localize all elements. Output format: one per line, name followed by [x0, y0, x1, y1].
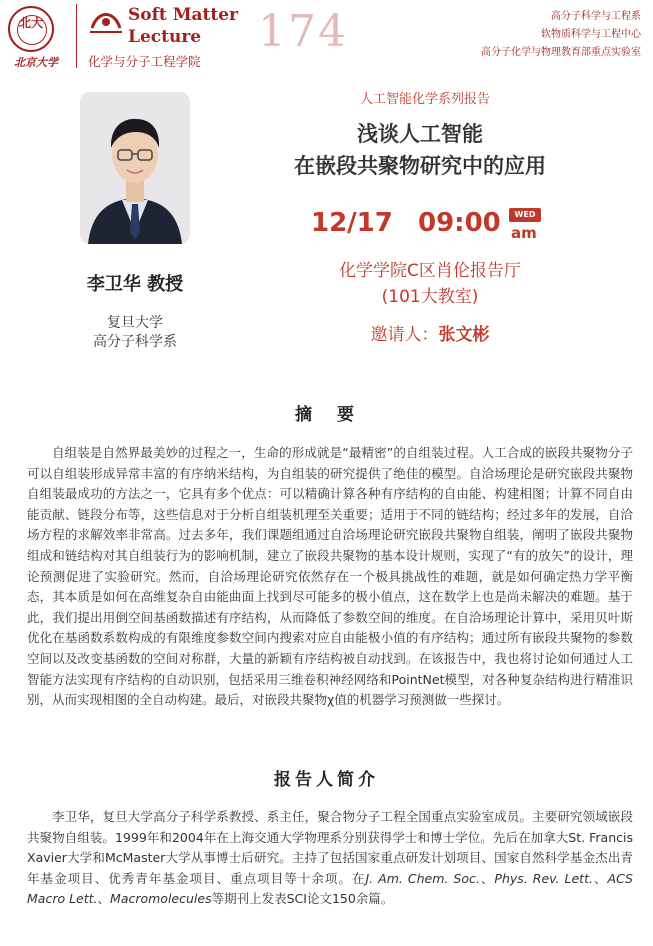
college-name: 化学与分子工程学院	[88, 54, 201, 69]
bio-heading: 报告人简介	[274, 770, 379, 790]
speaker-photo	[80, 92, 190, 244]
event-ampm: am	[511, 224, 537, 242]
header-divider	[76, 4, 77, 68]
peking-university-seal-logo: 北大	[8, 6, 54, 52]
bio-text	[27, 807, 633, 910]
abstract-heading: 摘 要	[295, 405, 358, 425]
inviter-name: 张文彬	[438, 325, 490, 345]
soft-matter-line1: Soft Matter	[128, 5, 239, 25]
speaker-university: 复旦大学	[107, 315, 163, 331]
organizer-item: 高分子化学与物理教育部重点实验室	[481, 47, 641, 58]
organizer-item: 软物质科学与工程中心	[541, 29, 641, 40]
journal-jacs: J. Am. Chem. Soc.	[365, 870, 480, 886]
organizer-list	[481, 8, 641, 62]
event-time: 09:00	[418, 208, 501, 238]
soft-matter-line2: Lecture	[128, 27, 202, 47]
speaker-department: 高分子科学系	[93, 334, 177, 350]
journal-acs-macro-lett: ACS Macro Lett.	[27, 870, 633, 907]
lecture-title	[230, 118, 610, 182]
event-date: 12/17	[311, 208, 393, 238]
speaker-name: 李卫华 教授	[86, 274, 184, 295]
lecture-title-line2: 在嵌段共聚物研究中的应用	[294, 154, 546, 178]
lecture-number: 174	[258, 6, 348, 57]
lecture-series: 人工智能化学系列报告	[359, 92, 490, 107]
venue-line2: (101大教室)	[381, 287, 479, 307]
bio-separator: 、	[592, 870, 608, 886]
journal-macromolecules: Macromolecules	[110, 891, 212, 907]
organizer-item: 高分子科学与工程系	[551, 11, 641, 22]
lecture-title-line1: 浅谈人工智能	[357, 122, 483, 146]
university-logo-text: 北京大学	[14, 56, 58, 69]
soft-matter-lecture-title	[128, 4, 238, 48]
inviter	[300, 320, 560, 345]
event-venue	[280, 258, 580, 310]
bio-main-text: 李卫华，复旦大学高分子科学系教授、系主任，聚合物分子工程全国重点实验室成员。主要研究领域嵌段共聚物自组装。1999年和2004年在上海交通大学物理系分别获得学士和博士学位。先后在加拿大St. Francis Xavier大学和McMaster大学从事博士后研究。主持了包括国家重点研发计划项目、国家自然科学基金杰出青年基金项目、优秀青年基金项目、重点项目等十余项。在	[27, 809, 633, 886]
soft-matter-logo-icon	[88, 6, 124, 36]
bio-separator: 、	[479, 870, 495, 886]
journal-prl: Phys. Rev. Lett.	[494, 870, 593, 886]
bio-end-text: 等期刊上发表SCI论文150余篇。	[211, 891, 394, 907]
weekday-badge: WED	[509, 208, 541, 222]
venue-line1: 化学学院C区肖伦报告厅	[339, 261, 521, 281]
bio-separator: 、	[97, 891, 111, 907]
inviter-label: 邀请人：	[370, 325, 439, 345]
speaker-affiliation	[60, 314, 210, 352]
abstract-text: 自组装是自然界最美妙的过程之一，生命的形成就是“最精密”的自组装过程。人工合成的嵌段共聚物分子可以自组装形成异常丰富的有序纳米结构，为自组装的研究提供了绝佳的模型。自洽场理论是研究嵌段共聚物自组装最成功的方法之一，它具有多个优点：可以精确计算各种有序结构的自由能、构建相图；计算不同自由能贡献、链段分布等，这些信息对于分析自组装机理至关重要；适用于不同的链结构；经过多年的发展，自洽场方程的求解效率非常高。过去多年，我们课题组通过自洽场理论研究嵌段共聚物自组装，阐明了嵌段共聚物组成和链结构对其自组装行为的影响机制，建立了嵌段共聚物的基本设计规则，实现了“有的放矢”的设计，理论预测促进了实验研究。然而，自洽场理论研究依然存在一个极具挑战性的难题，就是如何确定热力学平衡态，其本质是如何在高维复杂自由能曲面上找到尽可能多的极小值点，这在数学上也是尚未解决的难题。基于此，我们提出用倒空间基函数描述有序结构，从而降低了参数空间的维度。在自洽场理论计算中，采用贝叶斯优化在基函数系数构成的有限维度参数空间内搜索对应自由能极小值的有序结构；通过所有嵌段共聚物的参数空间以及改变基函数的空间对称群，大量的新颖有序结构被自动找到。在该报告中，我也将讨论如何通过人工智能方法实现有序结构的自动识别，包括采用三维卷积神经网络和PointNet模型，对各种复杂结构进行精准识别，从而实现相图的全自动构建。最后，对嵌段共聚物χ值的机器学习预测做一些探讨。	[27, 445, 633, 708]
